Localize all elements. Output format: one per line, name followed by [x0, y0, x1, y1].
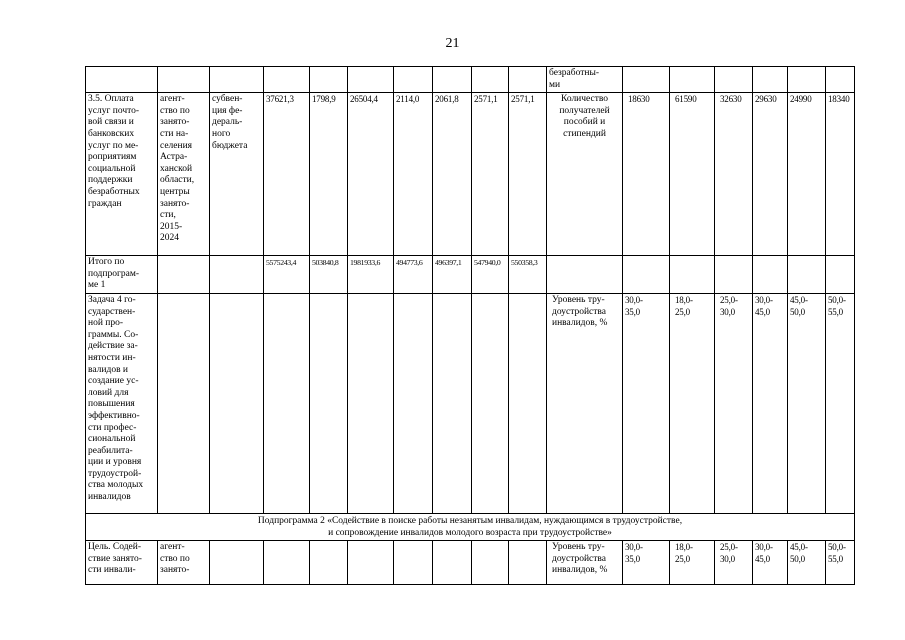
cost-year-cell: 2114,0 [394, 93, 433, 256]
page-number: 21 [445, 36, 460, 51]
subprogram-2-title: Подпрограмма 2 «Содействие в поиске работы незанятым инвалидам, нуждающимся в трудоустройстве, и сопровождение инвалидов молодого возраста при трудоустройстве» [86, 513, 855, 540]
indicator-value-cell: 25,0- 30,0 [715, 293, 753, 513]
subprogram-banner-row [86, 513, 855, 540]
total-cost-cell: 1981933,6 [348, 256, 394, 294]
indicator-value-cell: 50,0- 55,0 [826, 541, 855, 585]
total-cost-cell: 5575243,4 [264, 256, 310, 294]
indicator-value-cell: 45,0- 50,0 [788, 541, 826, 585]
cost-year-cell: 26504,4 [348, 93, 394, 256]
total-cost-cell: 494773,6 [394, 256, 433, 294]
total-cost-cell: 496397,1 [433, 256, 472, 294]
program-table [85, 66, 855, 585]
indicator-name-cell: Уровень тру- доустройства инвалидов, % [547, 293, 623, 513]
total-cost-cell: 503840,8 [310, 256, 348, 294]
indicator-tail-cell: безработны- ми [547, 67, 623, 93]
indicator-value-cell: 30,0- 45,0 [753, 293, 788, 513]
table-row-3-5 [86, 93, 855, 256]
table-row-goal [86, 541, 855, 585]
cost-year-cell: 2061,8 [433, 93, 472, 256]
task-name-cell: Задача 4 го- сударствен- ной про- граммы. Со- действие за- нятости ин- валидов и создание ус- ловий для повышения эффективно- сти профес- сиональной реабилита- ции и уровня трудоустрой- ства молодых инвалидов [86, 293, 158, 513]
funding-source-cell: субвен- ция фе- дераль- ного бюджета [210, 93, 264, 256]
total-label-cell: Итого по подпрограм- ме 1 [86, 256, 158, 294]
table-row-top [86, 67, 855, 93]
total-cost-cell: 547940,0 [472, 256, 509, 294]
indicator-value-cell: 50,0- 55,0 [826, 293, 855, 513]
program-table-container [85, 66, 849, 585]
indicator-value-cell: 45,0- 50,0 [788, 293, 826, 513]
cost-year-cell: 1798,9 [310, 93, 348, 256]
cost-year-cell: 2571,1 [509, 93, 547, 256]
indicator-value-cell: 32630 [715, 93, 753, 256]
indicator-name-cell: Уровень тру- доустройства инвалидов, % [547, 541, 623, 585]
executor-cell: агент- ство по занято- сти на- селения Астра- ханской области, центры занято- сти, 2015- 2024 [158, 93, 210, 256]
indicator-value-cell: 29630 [753, 93, 788, 256]
total-cost-cell: 550358,3 [509, 256, 547, 294]
executor-cell: агент- ство по занято- [158, 541, 210, 585]
indicator-value-cell: 18,0- 25,0 [670, 293, 715, 513]
indicator-value-cell: 25,0- 30,0 [715, 541, 753, 585]
indicator-value-cell: 30,0- 35,0 [623, 541, 670, 585]
cost-total-cell: 37621,3 [264, 93, 310, 256]
indicator-value-cell: 18630 [623, 93, 670, 256]
indicator-name-cell: Количество получателей пособий и стипендий [547, 93, 623, 256]
indicator-value-cell: 24990 [788, 93, 826, 256]
activity-name-cell: 3.5. Оплата услуг почто- вой связи и банковских услуг по ме- роприятиям социальной поддержки безработных граждан [86, 93, 158, 256]
indicator-value-cell: 30,0- 35,0 [623, 293, 670, 513]
indicator-value-cell: 18340 [826, 93, 855, 256]
indicator-value-cell: 18,0- 25,0 [670, 541, 715, 585]
goal-name-cell: Цель. Содей- ствие занято- сти инвали- [86, 541, 158, 585]
table-row-total [86, 256, 855, 294]
table-row-task-4 [86, 293, 855, 513]
cost-year-cell: 2571,1 [472, 93, 509, 256]
indicator-value-cell: 30,0- 45,0 [753, 541, 788, 585]
indicator-value-cell: 61590 [670, 93, 715, 256]
